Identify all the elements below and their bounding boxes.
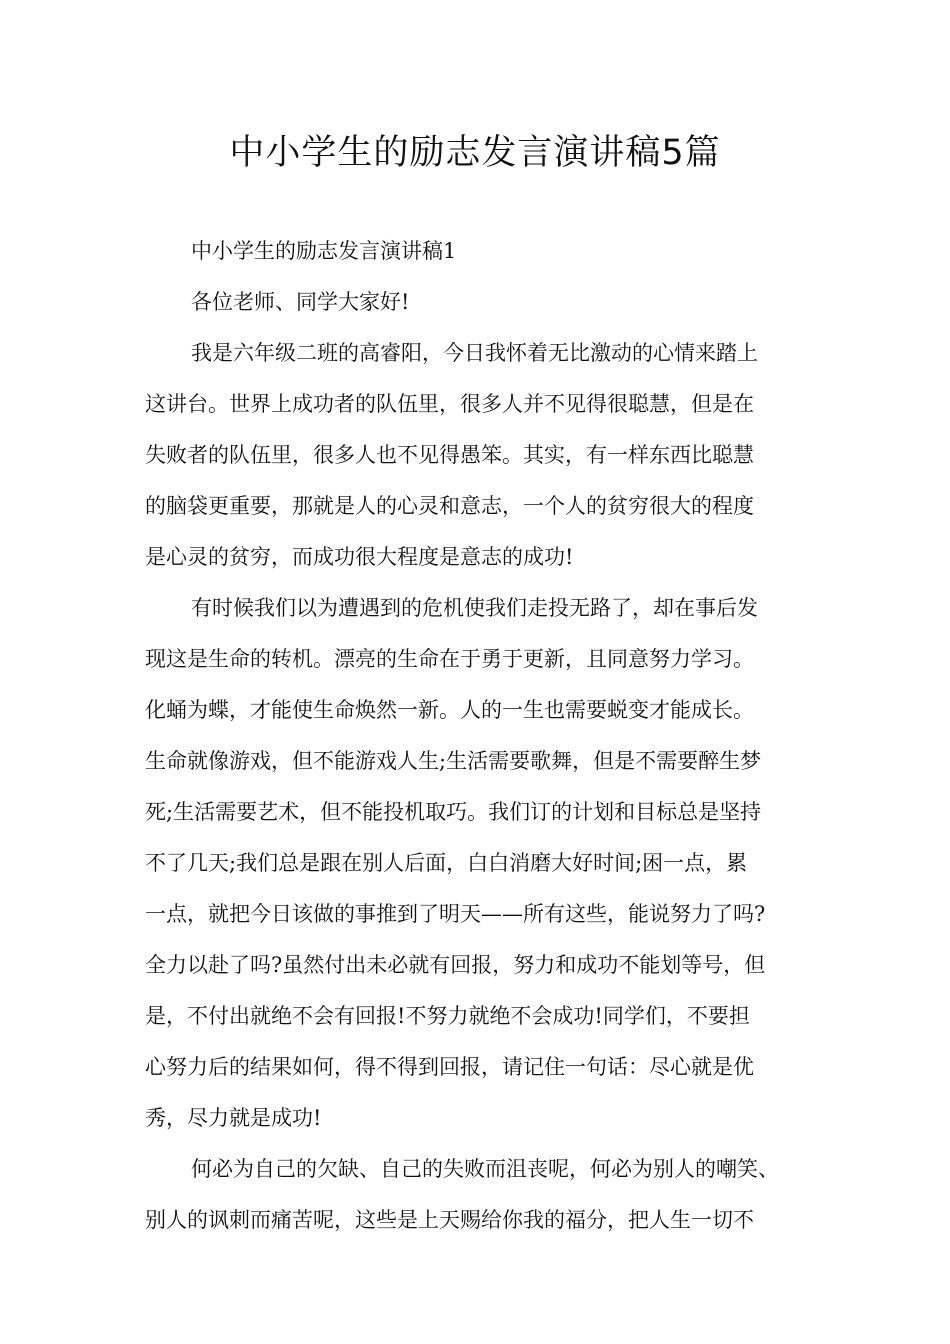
paragraph-line: 生命就像游戏，但不能游戏人生;生活需要歌舞，但是不需要醉生梦 <box>145 749 762 773</box>
paragraph-line: 心努力后的结果如何，得不得到回报，请记住一句话：尽心就是优 <box>145 1055 754 1079</box>
paragraph-line: 别人的讽刺而痛苦呢，这些是上天赐给你我的福分，把人生一切不 <box>145 1208 754 1232</box>
page-title: 中小学生的励志发言演讲稿5篇 <box>229 133 721 173</box>
paragraph-line: 这讲台。世界上成功者的队伍里，很多人并不见得很聪慧，但是在 <box>145 392 754 416</box>
paragraph-line: 不了几天;我们总是跟在别人后面，白白消磨大好时间;困一点，累 <box>145 851 748 875</box>
paragraph-line: 何必为自己的欠缺、自己的失败而沮丧呢，何必为别人的嘲笑、 <box>191 1157 779 1181</box>
paragraph-line: 一点，就把今日该做的事推到了明天——所有这些，能说努力了吗? <box>145 902 766 926</box>
paragraph-line: 的脑袋更重要，那就是人的心灵和意志，一个人的贫穷很大的程度 <box>145 494 754 518</box>
paragraph-line: 是心灵的贫穷，而成功很大程度是意志的成功! <box>145 545 574 569</box>
paragraph-line: 现这是生命的转机。漂亮的生命在于勇于更新，且同意努力学习。 <box>145 647 754 671</box>
section-heading: 中小学生的励志发言演讲稿1 <box>191 239 457 263</box>
document-body <box>145 226 810 1246</box>
paragraph-line: 化蛹为蝶，才能使生命焕然一新。人的一生也需要蜕变才能成长。 <box>145 698 754 722</box>
paragraph-line: 全力以赴了吗?虽然付出未必就有回报，努力和成功不能划等号，但 <box>145 953 766 977</box>
paragraph-line: 是，不付出就绝不会有回报!不努力就绝不会成功!同学们，不要担 <box>145 1004 750 1028</box>
paragraph-line: 死;生活需要艺术，但不能投机取巧。我们订的计划和目标总是坚持 <box>145 800 762 824</box>
greeting-line: 各位老师、同学大家好! <box>191 290 410 314</box>
paragraph-line: 我是六年级二班的高睿阳，今日我怀着无比激动的心情来踏上 <box>191 341 758 365</box>
paragraph-line: 秀，尽力就是成功! <box>145 1106 322 1130</box>
paragraph-line: 有时候我们以为遭遇到的危机使我们走投无路了，却在事后发 <box>191 596 758 620</box>
paragraph-line: 失败者的队伍里，很多人也不见得愚笨。其实，有一样东西比聪慧 <box>145 443 754 467</box>
